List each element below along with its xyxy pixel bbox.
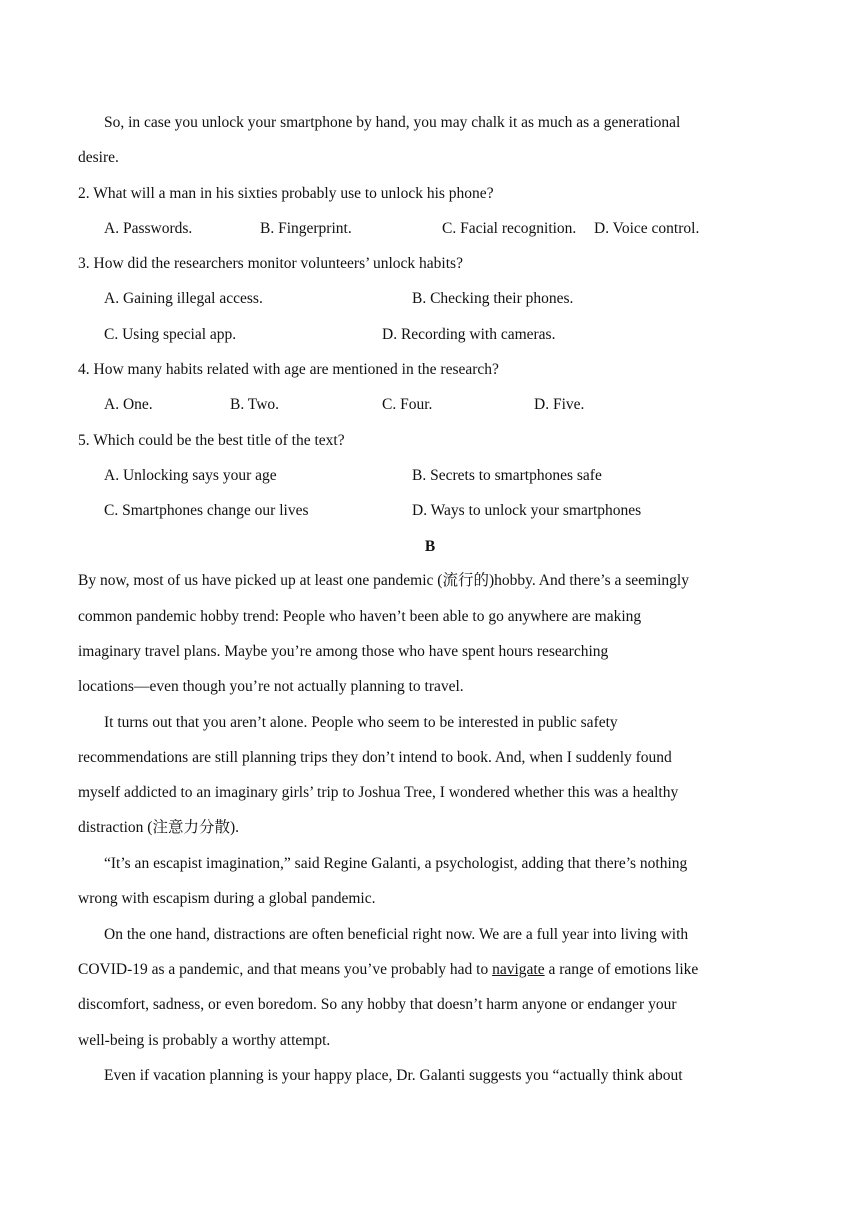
question-4-option-a: A. One. (104, 396, 153, 413)
question-5-option-a: A. Unlocking says your age (104, 467, 277, 484)
underlined-word-navigate: navigate (492, 961, 545, 978)
paragraph-4-line-2-before: COVID-19 as a pandemic, and that means you’ve probably had to (78, 961, 493, 978)
intro-line-1: So, in case you unlock your smartphone by hand, you may chalk it as much as a generational (104, 114, 681, 131)
question-2-option-d: D. Voice control. (594, 220, 700, 237)
question-2-option-b: B. Fingerprint. (260, 220, 352, 237)
paragraph-4-line-4: well-being is probably a worthy attempt. (78, 1032, 331, 1049)
paragraph-4-line-2-after: a range of emotions like (544, 961, 699, 978)
question-4-option-c: C. Four. (382, 396, 433, 413)
paragraph-2-line-3: myself addicted to an imaginary girls’ trip to Joshua Tree, I wondered whether this was a healthy (78, 784, 679, 801)
paragraph-1-line-1: By now, most of us have picked up at least one pandemic (流行的)hobby. And there’s a seemingly (78, 572, 689, 589)
paragraph-2-line-2: recommendations are still planning trips they don’t intend to book. And, when I suddenly found (78, 749, 672, 766)
intro-line-2: desire. (78, 149, 119, 166)
paragraph-4-line-2 (78, 960, 698, 980)
question-5-option-b: B. Secrets to smartphones safe (412, 467, 602, 484)
question-3-stem: 3. How did the researchers monitor volunteers’ unlock habits? (78, 255, 463, 272)
question-3-option-c: C. Using special app. (104, 326, 237, 343)
question-2-stem: 2. What will a man in his sixties probably use to unlock his phone? (78, 185, 494, 202)
paragraph-2-line-1: It turns out that you aren’t alone. People who seem to be interested in public safety (104, 714, 618, 731)
question-2-option-c: C. Facial recognition. (442, 220, 577, 237)
question-5-option-c: C. Smartphones change our lives (104, 502, 309, 519)
question-4-option-d: D. Five. (534, 396, 585, 413)
question-3-option-d: D. Recording with cameras. (382, 326, 556, 343)
paragraph-4-line-3: discomfort, sadness, or even boredom. So any hobby that doesn’t harm anyone or endanger your (78, 996, 677, 1013)
question-5-option-d: D. Ways to unlock your smartphones (412, 502, 642, 519)
question-4-stem: 4. How many habits related with age are mentioned in the research? (78, 361, 499, 378)
paragraph-1-line-2: common pandemic hobby trend: People who haven’t been able to go anywhere are making (78, 608, 642, 625)
question-3-option-a: A. Gaining illegal access. (104, 290, 263, 307)
paragraph-2-line-4: distraction (注意力分散). (78, 819, 240, 836)
question-2-option-a: A. Passwords. (104, 220, 193, 237)
question-3-option-b: B. Checking their phones. (412, 290, 574, 307)
paragraph-4-line-1: On the one hand, distractions are often beneficial right now. We are a full year into living with (104, 926, 689, 943)
paragraph-1-line-3: imaginary travel plans. Maybe you’re among those who have spent hours researching (78, 643, 609, 660)
question-4-option-b: B. Two. (230, 396, 280, 413)
paragraph-1-line-4: locations—even though you’re not actually planning to travel. (78, 678, 464, 695)
paragraph-5-line-1: Even if vacation planning is your happy place, Dr. Galanti suggests you “actually think about (104, 1067, 683, 1084)
paragraph-3-line-1: “It’s an escapist imagination,” said Regine Galanti, a psychologist, adding that there’s nothing (104, 855, 688, 872)
question-5-stem: 5. Which could be the best title of the text? (78, 432, 345, 449)
paragraph-3-line-2: wrong with escapism during a global pandemic. (78, 890, 376, 907)
section-title: B (424, 538, 436, 555)
